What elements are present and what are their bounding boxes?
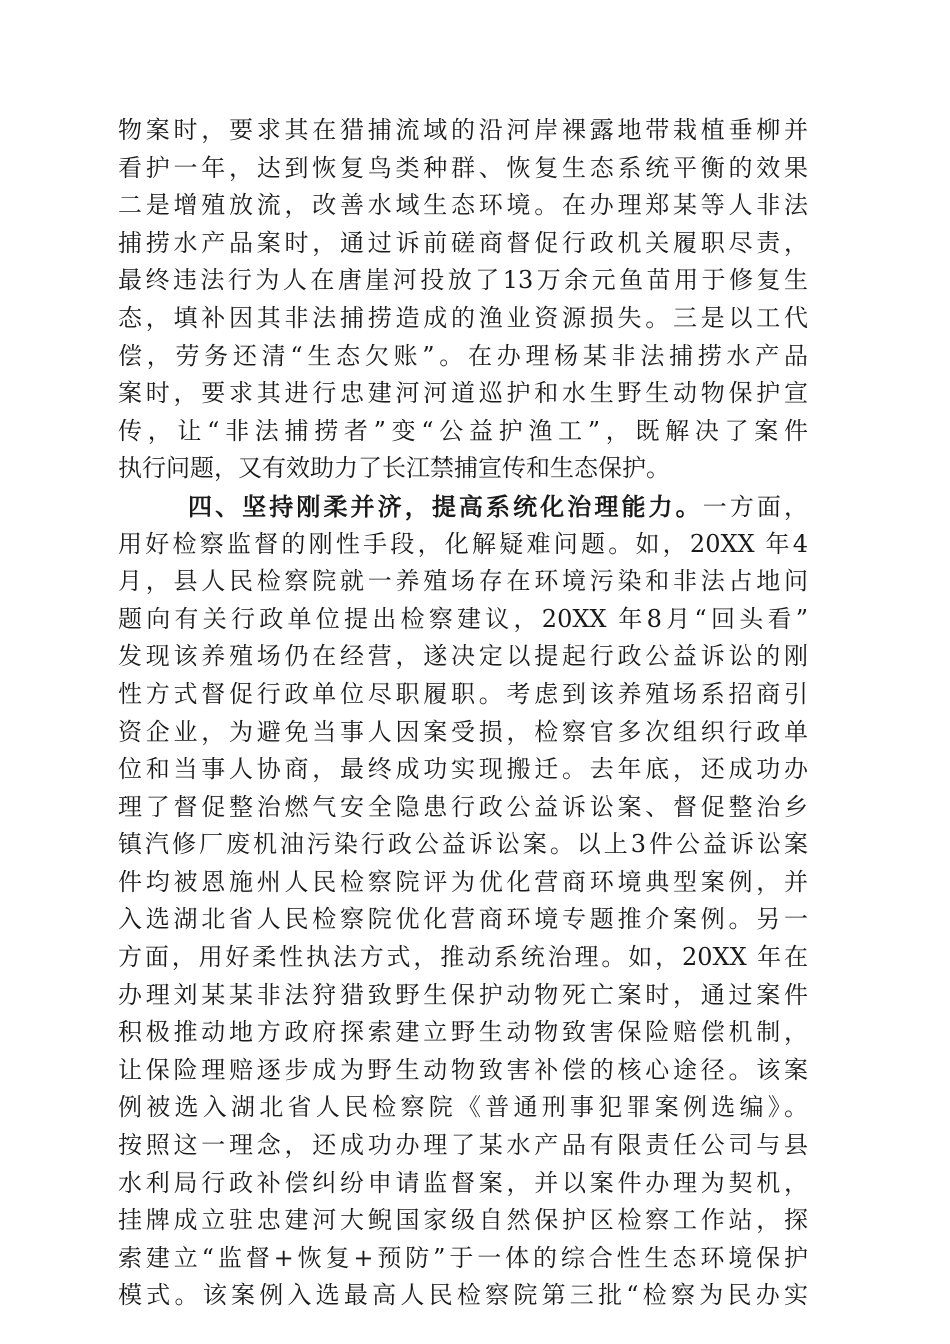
paragraph-line: 理了督促整治燃气安全隐患行政公益诉讼案、督促整治乡: [118, 792, 808, 821]
paragraph-line: 办理刘某某非法狩猎致野生保护动物死亡案时，通过案件: [118, 980, 808, 1009]
paragraph-line: 挂牌成立驻忠建河大鲵国家级自然保护区检察工作站，探: [118, 1206, 808, 1235]
section-heading: 四、坚持刚柔并济，提高系统化治理能力。: [188, 491, 703, 521]
paragraph-line: 模式。该案例入选最高人民检察院第三批“检察为民办实: [118, 1281, 808, 1310]
body-text: [118, 112, 808, 1315]
paragraph-line: 性方式督促行政单位尽职履职。考虑到该养殖场系招商引: [118, 679, 808, 708]
paragraph-line: 例被选入湖北省人民检察院《普通刑事犯罪案例选编》。: [118, 1093, 808, 1122]
paragraph-line: 偿，劳务还清“生态欠账”。在办理杨某非法捕捞水产品: [118, 341, 808, 370]
paragraph-line: 题向有关行政单位提出检察建议，20XX 年8月“回头看”: [118, 604, 808, 633]
section-heading-line: [118, 488, 808, 526]
paragraph-line: 月，县人民检察院就一养殖场存在环境污染和非法占地问: [118, 567, 808, 596]
paragraph-line: 索建立“监督+恢复+预防”于一体的综合性生态环境保护: [118, 1243, 808, 1272]
paragraph-line: 水利局行政补偿纠纷申请监督案，并以案件办理为契机，: [118, 1168, 808, 1197]
paragraph-line: 最终违法行为人在唐崖河投放了13万余元鱼苗用于修复生: [118, 266, 808, 295]
paragraph-line: 件均被恩施州人民检察院评为优化营商环境典型案例，并: [118, 867, 808, 896]
paragraph-line: 方面，用好柔性执法方式，推动系统治理。如，20XX 年在: [118, 943, 808, 972]
paragraph-line: 入选湖北省人民检察院优化营商环境专题推介案例。另一: [118, 905, 808, 934]
section-heading-rest: 一方面，: [702, 492, 809, 521]
paragraph-line: 积极推动地方政府探索建立野生动物致害保险赔偿机制，: [118, 1018, 808, 1047]
paragraph-line: 二是增殖放流，改善水域生态环境。在办理郑某等人非法: [118, 191, 808, 220]
paragraph-line: 资企业，为避免当事人因案受损，检察官多次组织行政单: [118, 717, 808, 746]
paragraph-line: 用好检察监督的刚性手段，化解疑难问题。如，20XX 年4: [118, 529, 808, 558]
paragraph-line: 执行问题，又有效助力了长江禁捕宣传和生态保护。: [118, 454, 670, 483]
paragraph-line: 物案时，要求其在猎捕流域的沿河岸裸露地带栽植垂柳并: [118, 116, 808, 144]
paragraph-line: 位和当事人协商，最终成功实现搬迁。去年底，还成功办: [118, 755, 808, 784]
paragraph-line: 案时，要求其进行忠建河河道巡护和水生野生动物保护宣: [118, 379, 808, 408]
paragraph-line: 看护一年，达到恢复鸟类种群、恢复生态系统平衡的效果: [118, 153, 808, 182]
paragraph-line: 传，让“非法捕捞者”变“公益护渔工”，既解决了案件: [118, 416, 808, 445]
paragraph-line: 态，填补因其非法捕捞造成的渔业资源损失。三是以工代: [118, 303, 808, 332]
paragraph-line: 让保险理赔逐步成为野生动物致害补偿的核心途径。该案: [118, 1055, 808, 1084]
paragraph-line: 按照这一理念，还成功办理了某水产品有限责任公司与县: [118, 1131, 808, 1160]
paragraph-line: 镇汽修厂废机油污染行政公益诉讼案。以上3件公益诉讼案: [118, 830, 808, 859]
paragraph-line: 捕捞水产品案时，通过诉前磋商督促行政机关履职尽责，: [118, 228, 808, 257]
paragraph-line: 发现该养殖场仍在经营，遂决定以提起行政公益诉讼的刚: [118, 642, 808, 671]
